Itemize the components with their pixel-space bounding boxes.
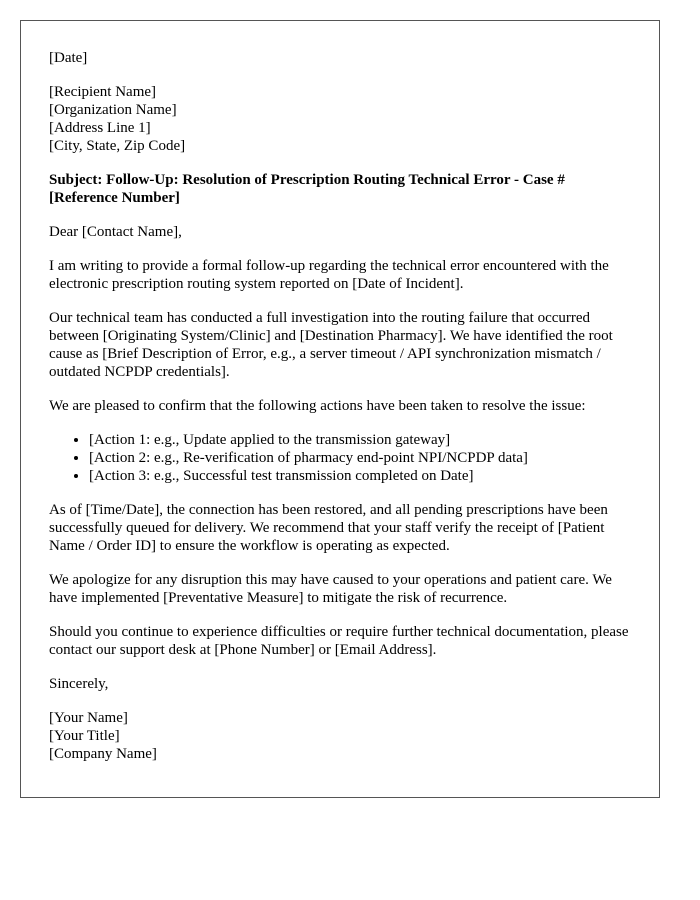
recipient-organization: [Organization Name]	[49, 102, 177, 118]
paragraph-status: As of [Time/Date], the connection has been restored, and all pending prescriptions have been successfully queued for delivery. We recommend that your staff verify the receipt of [Patient Name / Order ID] to ensure the workflow is operating as expected.	[49, 502, 608, 554]
letter-salutation: Dear [Contact Name],	[49, 224, 182, 240]
signature-block	[49, 709, 631, 763]
letter-date: [Date]	[49, 50, 88, 66]
letter-subject: Subject: Follow-Up: Resolution of Prescription Routing Technical Error - Case # [Reference Number]	[49, 172, 565, 206]
recipient-city-state-zip: [City, State, Zip Code]	[49, 138, 186, 154]
recipient-name: [Recipient Name]	[49, 84, 157, 100]
paragraph-apology: We apologize for any disruption this may have caused to your operations and patient care. We have implemented [Preventative Measure] to mitigate the risk of recurrence.	[49, 572, 612, 606]
actions-list	[49, 431, 631, 485]
list-item-action-2: • [Action 2: e.g., Re-verification of pharmacy end-point NPI/NCPDP data]	[89, 449, 631, 467]
paragraph-investigation: Our technical team has conducted a full investigation into the routing failure that occurred between [Originating System/Clinic] and [Destination Pharmacy]. We have identified the root cause as [Brief Description of Error, e.g., a server timeout / API synchronization mismatch / outdated NCPDP credentials].	[49, 310, 613, 380]
paragraph-actions-intro: We are pleased to confirm that the following actions have been taken to resolve the issue:	[49, 398, 586, 414]
letter-document	[20, 20, 660, 798]
recipient-address-line-1: [Address Line 1]	[49, 120, 151, 136]
list-item-action-1: • [Action 1: e.g., Update applied to the transmission gateway]	[89, 431, 631, 449]
signature-name: [Your Name]	[49, 710, 128, 726]
recipient-block	[49, 83, 631, 155]
signature-title: [Your Title]	[49, 728, 120, 744]
paragraph-contact: Should you continue to experience difficulties or require further technical documentation, please contact our support desk at [Phone Number] or [Email Address].	[49, 624, 629, 658]
letter-closing: Sincerely,	[49, 676, 109, 692]
list-item-action-3: • [Action 3: e.g., Successful test transmission completed on Date]	[89, 467, 631, 485]
paragraph-intro: I am writing to provide a formal follow-up regarding the technical error encountered with the electronic prescription routing system reported on [Date of Incident].	[49, 258, 609, 292]
signature-company: [Company Name]	[49, 746, 157, 762]
